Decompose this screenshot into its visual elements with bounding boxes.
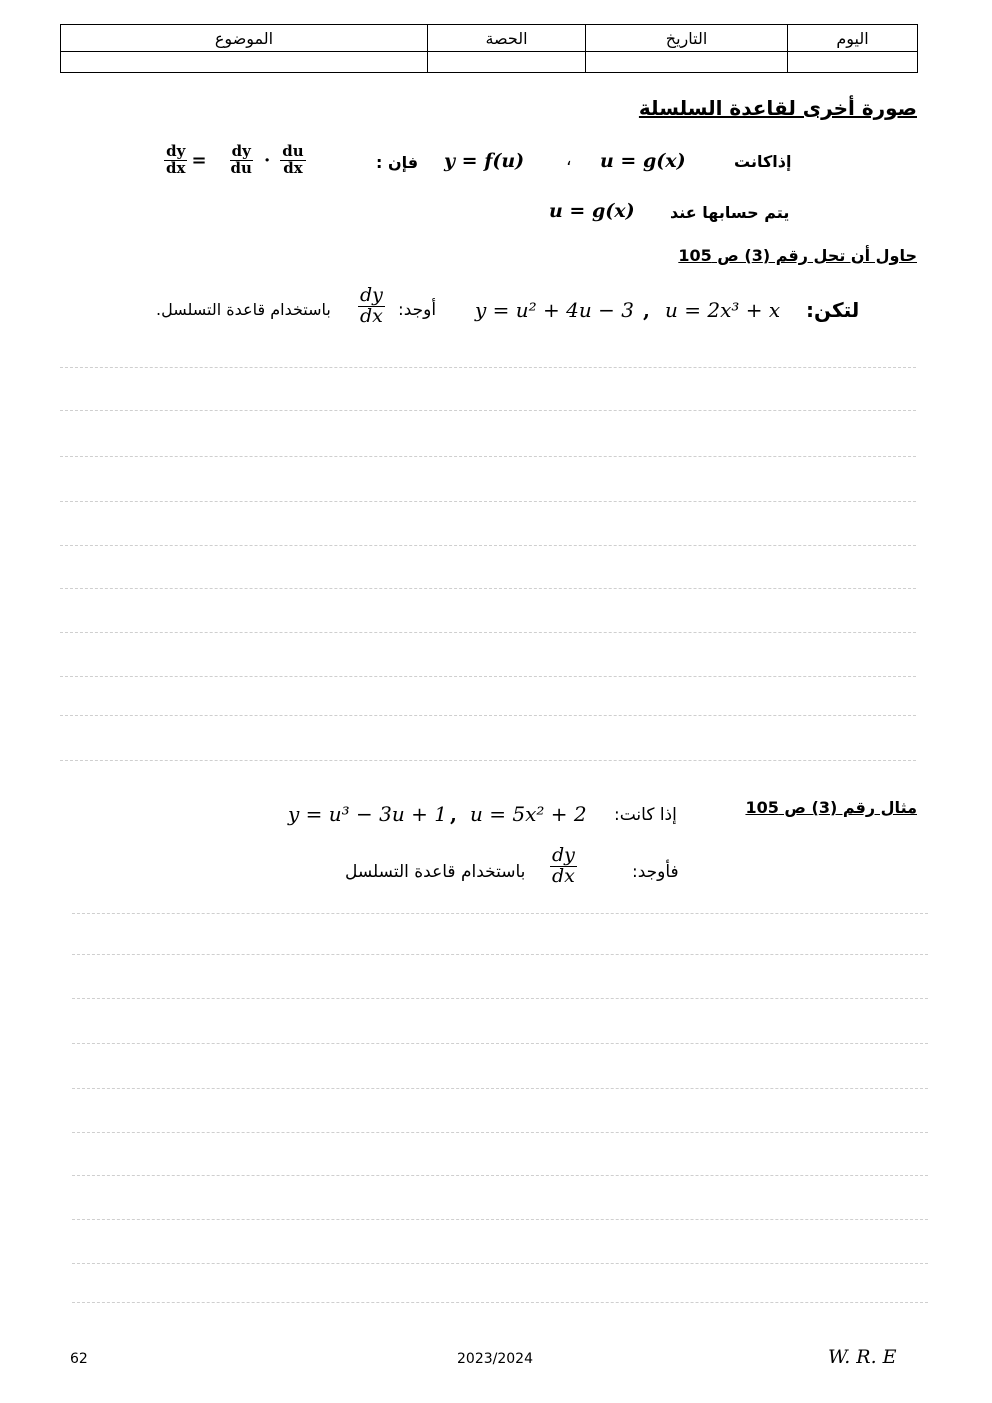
topic-cell[interactable] <box>61 52 428 73</box>
day-cell[interactable] <box>788 52 918 73</box>
writing-line[interactable] <box>72 1088 928 1089</box>
example-section-title: مثال رقم (3) ص 105 <box>745 798 917 817</box>
dy-du-fraction: $\frac{dy}{du}$ <box>230 142 252 177</box>
example-comma: , <box>450 802 457 826</box>
writing-line[interactable] <box>60 545 916 546</box>
example-find-label: فأوجد: <box>632 862 679 882</box>
writing-line[interactable] <box>60 367 916 368</box>
writing-line[interactable] <box>72 1263 928 1264</box>
writing-line[interactable] <box>72 998 928 999</box>
writing-line[interactable] <box>72 913 928 914</box>
writing-line[interactable] <box>60 456 916 457</box>
writing-line[interactable] <box>72 1302 928 1303</box>
author-initials: W. R. E <box>828 1346 897 1368</box>
example-dy-dx-fraction: $\frac{dy}{dx}$ <box>552 844 575 887</box>
writing-line[interactable] <box>60 632 916 633</box>
lhs-fraction: $\frac{dy}{dx}$ <box>166 142 186 177</box>
page-number: 62 <box>70 1351 88 1367</box>
writing-line[interactable] <box>60 760 916 761</box>
du-dx-fraction: $\frac{du}{dx}$ <box>282 142 304 177</box>
u-definition: u = g(x) <box>600 150 686 172</box>
try-section-title: حاول أن تحل رقم (3) ص 105 <box>678 246 917 265</box>
section-title: صورة أخرى لقاعدة السلسلة <box>638 96 917 120</box>
school-year: 2023/2024 <box>457 1351 533 1367</box>
example-if-label: إذا كانت: <box>614 805 677 825</box>
example-y-expression: y = u³ − 3u + 1 <box>288 802 447 826</box>
example-method: باستخدام قاعدة التسلسل <box>345 862 526 882</box>
writing-line[interactable] <box>60 715 916 716</box>
chain-rule-formula: $\frac{dy}{dx}$ = $\frac{dy}{du}$ · $\frac{du}{dx}$ <box>166 142 304 177</box>
comma-separator: ، <box>566 150 572 170</box>
try-u-expression: u = 2x³ + x <box>665 298 781 322</box>
header-date: التاريخ <box>586 25 788 52</box>
if-label: إذاكانت <box>734 152 792 171</box>
writing-line[interactable] <box>60 501 916 502</box>
header-topic: الموضوع <box>61 25 428 52</box>
session-cell[interactable] <box>428 52 586 73</box>
try-dy-dx-fraction: $\frac{dy}{dx}$ <box>360 284 383 327</box>
writing-line[interactable] <box>72 1043 928 1044</box>
try-method: باستخدام قاعدة التسلسل. <box>156 300 331 319</box>
header-table <box>60 24 918 73</box>
y-definition: y = f(u) <box>444 150 525 172</box>
date-cell[interactable] <box>586 52 788 73</box>
writing-line[interactable] <box>60 676 916 677</box>
writing-line[interactable] <box>72 1219 928 1220</box>
writing-line[interactable] <box>72 1132 928 1133</box>
writing-line[interactable] <box>72 954 928 955</box>
writing-line[interactable] <box>60 410 916 411</box>
writing-line[interactable] <box>72 1175 928 1176</box>
example-u-expression: u = 5x² + 2 <box>470 802 587 826</box>
let-label: لتكن: <box>806 298 860 322</box>
header-session: الحصة <box>428 25 586 52</box>
try-comma: , <box>643 298 650 322</box>
try-y-expression: y = u² + 4u − 3 <box>475 298 634 322</box>
computed-at-expression: u = g(x) <box>549 200 635 222</box>
find-label: أوجد: <box>398 300 437 320</box>
header-day: اليوم <box>788 25 918 52</box>
computed-at-label: يتم حسابها عند <box>670 203 790 222</box>
then-label: فإن : <box>376 153 419 172</box>
writing-line[interactable] <box>60 588 916 589</box>
